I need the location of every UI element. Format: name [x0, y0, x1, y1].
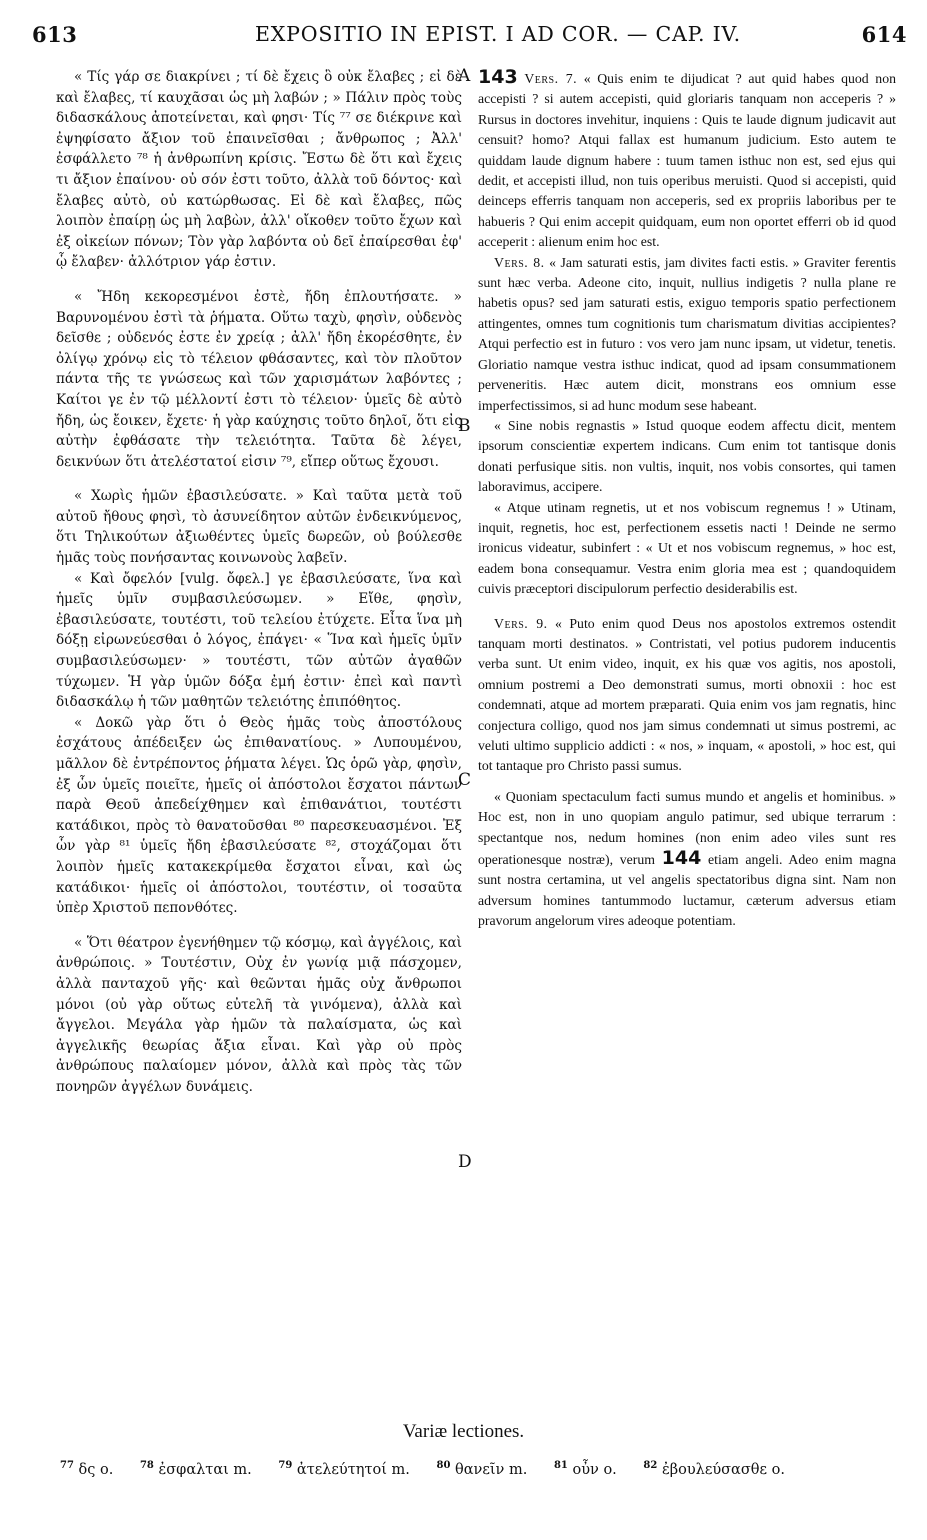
verse-label: Vers. 8. [494, 254, 545, 270]
verse-text: etiam angeli. Adeo enim magna sunt nostra certamina, ut vel angelis spectatoribus digna sint. Nam non adversum homines tantummodo luctamur, cæterum adversus etiam pravorum angelorum vires adeoque potentiam. [478, 852, 896, 929]
variant-item: $^{81}$ οὖν ο. [553, 1460, 617, 1478]
variant-item: $^{78}$ ἐσφαλται m. [139, 1460, 252, 1478]
greek-paragraph: « Χωρὶς ἡμῶν ἐβασιλεύσατε. » Καὶ ταῦτα μετὰ τοῦ αὐτοῦ ἤθους φησὶ, τὸ ἀσυνείδητον αὐτῶν ἐνδεικνύμενος, ὅτι Τηλικούτων ἀξιωθέντες ὑμεῖς δωρεῶν, οὐ βούλεσθε ἡμᾶς τοὺς πονήσαντας κοινωνοὺς λαβεῖν. [56, 488, 462, 567]
greek-paragraph: « Τίς γάρ σε διακρίνει ; τί δὲ ἔχεις ὃ οὐκ ἔλαβες ; εἰ δὲ καὶ ἔλαβες, τί καυχᾶσαι ὡς μὴ λαβών ; » Πάλιν πρὸς τοὺς διδασκάλους ἀποτείνεται, καὶ φησι· Τίς ⁷⁷ σε διέκρινε καὶ ἐψηφίσατο ἄξιον τοῦ ἐπαινεῖσθαι ; ἄνθρωπος ; Ἀλλ' ἐσφάλλετο ⁷⁸ ἡ ἀνθρωπίνη κρίσις. Ἔστω δὲ ὅτι καὶ ἔχεις τι ἄξιον ἐπαίνου· οὐ σόν ἐστι τοῦτο, ἀλλὰ τοῦ δόντος· καὶ ἔλαβες αὐτὸ, οὐ κατώρθωσας. Εἰ δὲ καὶ ἔλαβες, πῶς λοιπὸν ἐπαίρῃ ὡς μὴ λαβὼν, ἀλλ' οἴκοθεν τοῦτο ἔχων καὶ ἐξ οἰκείων πόνων; Τὸν γὰρ λαβόντα οὐ δεῖ ἐπαίρεσθαι ἐφ' ᾧ ἔλαβεν· ἀλλότριον γάρ ἐστιν. [56, 69, 462, 271]
page-number-right: 614 [861, 22, 907, 47]
margin-letter-c: C [458, 770, 472, 790]
variae-lectiones-list [60, 1460, 900, 1478]
latin-paragraph-vers-9 [478, 614, 896, 777]
margin-letter-d: D [458, 1152, 472, 1172]
margin-letter-b: B [458, 416, 471, 436]
greek-column [56, 67, 462, 1132]
latin-paragraph: « Sine nobis regnastis » Istud quoque eodem affectu dicit, mentem ipsorum conscientiæ expertem indicans. Cum enim tot tantisque donis donati perfusique sitis. non vultis, inquit, nos vobis consortes, qui tamen laboravimus, accipere. [478, 417, 896, 495]
verse-text: « Jam saturati estis, jam divites facti estis. » Graviter ferentis sunt hæc verba. Adeone cito, inquit, nullius indigetis ? nulla plane re habetis opus? sed jam saturati estis, exiguo temporis spatio perfectionem attingentes, omnes tum cognitionis tum charismatum divitias accipientes? Atqui perfectio est in futuro : vos vero jam nunc ipsam, ut videtur, tenetis. Gloriatio namque vestra isthuc indicat, quod ad ipsam consummationem perveneritis. Hæc autem dicit, monstrans eos omnium esse imperfectissimos, si ad hunc modum sese habeant. [478, 254, 896, 413]
running-title: EXPOSITIO IN EPIST. I AD COR. — CAP. IV. [255, 22, 741, 46]
latin-paragraph: « Atque utinam regnetis, ut et nos vobiscum regnemus ! » Utinam, inquit, regnetis, hoc est, perfectionem essetis nacti ! Deinde ne sermo ironicus videatur, subinfert : « Ut et nos vobiscum regnemus, » hoc est, eadem bona consequamur. Vestra enim gloria mea est ; quandoquidem cuivis præceptori discipulorum perfectio desiderabilis est. [478, 499, 896, 597]
variae-lectiones-title: Variæ lectiones. [402, 1421, 525, 1442]
greek-paragraph: « Ἤδη κεκορεσμένοι ἐστὲ, ἤδη ἐπλουτήσατε. » Βαρυνομένου ἐστὶ τὰ ῥήματα. Οὕτω ταχὺ, φησὶν, οὐδενὸς δεῖσθε ; οὐδενός ἐστε ἐν χρείᾳ ; ἀλλ' ἤδη ἐκορέσθητε, ἐν ὀλίγῳ χρόνῳ εἰς τὸ τέλειον φθάσαντες, καὶ τὸν πλοῦτον πάντα τῆς τε γνώσεως καὶ τῶν χαρισμάτων λαβόντες ; Καίτοι γε ἐν τῷ μέλλοντί ἐστι τὸ τέλειον· ὑμεῖς δὲ αὐτὸ ἤδη, ὡς ἔοικεν, ἔχετε· ἡ γὰρ καύχησις τοῦτο δηλοῖ, ὅτι εἰς αὐτὴν ἐφθάσατε τὴν τελειότητα. Ταῦτα δὲ λέγει, δεικνύων ὅτι ἀτελέστατοί εἰσιν ⁷⁹, εἴπερ οὕτως ἔχουσι. [56, 288, 462, 470]
variant-item: $^{80}$ θανεῖν m. [436, 1460, 528, 1478]
verse-label: Vers. 9. [494, 615, 548, 631]
latin-paragraph-vers-7 [478, 67, 896, 253]
verse-text: « Quoniam spectaculum facti sumus mundo et angelis et hominibus. » Hoc est, non in uno quopiam angulo patimur, sed ubique terrarum : spectantque nos, nedum homines (non enim adeo viles sunt res operationesque nostræ), verum [478, 788, 896, 868]
latin-paragraph-vers-8 [478, 253, 896, 416]
page-number-left: 613 [32, 22, 78, 47]
margin-letter-a: A [458, 66, 471, 86]
greek-paragraph: « Καὶ ὄφελόν [vulg. ὄφελ.] γε ἐβασιλεύσατε, ἵνα καὶ ἡμεῖς ὑμῖν συμβασιλεύσωμεν. » Εἴθε, φησὶν, ἐβασιλεύσατε, τουτέστι, τοῦ τελείου ἐτύχετε. Εἶτα ἵνα μὴ δόξῃ εἰρωνεύεσθαι ὁ λόγος, ἐπάγει· « Ἵνα καὶ ἡμεῖς ὑμῖν συμβασιλεύσωμεν· » τουτέστι, τῶν αὐτῶν ἀγαθῶν τύχωμεν. Ἡ γὰρ ὑμῶν δόξα ἐμή ἐστιν· ἐπεὶ καὶ παντὶ διδασκάλῳ ἡ τῶν μαθητῶν τελειότης ἐπιπόθητος. [56, 570, 462, 711]
verse-label: Vers. 7. [524, 71, 578, 86]
column-number-143: 143 [478, 67, 518, 88]
variant-item: $^{77}$ δς ο. [60, 1460, 114, 1478]
column-number-144: 144 [661, 847, 702, 870]
variant-item: $^{82}$ ἐβουλεύσασθε ο. [643, 1460, 785, 1478]
greek-paragraph: « Δοκῶ γὰρ ὅτι ὁ Θεὸς ἡμᾶς τοὺς ἀποστόλους ἐσχάτους ἀπέδειξεν ὡς ἐπιθανατίους. » Λυπουμένου, μᾶλλον δὲ ἐντρέποντος ῥήματα λέγει. Ὡς ὁρῶ γὰρ, φησὶν, ἐξ ὧν ὑμεῖς ποιεῖτε, ἡμεῖς οἱ ἀπόστολοι ἔσχατοι πάντων παρὰ Θεοῦ ἀπεδείχθημεν καὶ ἐπιθανάτιοι, τουτέστι κατάδικοι, πρὸς τὸ θανατοῦσθαι ⁸⁰ παρεσκευασμένοι. Ἐξ ὧν γὰρ ⁸¹ ὑμεῖς ἤδη ἐβασιλεύσατε ⁸², στοχάζομαι ὅτι λοιπὸν ἡμεῖς κατακεκρίμεθα ἔσχατοι εἶναι, καὶ ὡς κατάδικοι· ἡμεῖς οἱ ἀπόστολοι, τουτέστιν, οἱ τοσαῦτα ὑπὲρ Χριστοῦ πεπονθότες. [56, 714, 462, 917]
verse-text: « Quis enim te dijudicat ? aut quid habes quod non accepisti ? si autem accepisti, quid gloriaris tanquam non acceperis ? » Rursus in doctores invehitur, inquiens : Quis te laude dignum judicavit aut censuit? homo? Atqui fallax est humanum judicium. Esto autem te quiddam laude dignum habere : tuum tamen isthuc non est, sed ejus qui dedit, et accepisti illud, non tuis operibus meruisti. Quod si accepisti, quid deinceps efferris tanquam non acceperis, sed ex propriis laboribus per te habueris ? Qui enim accepit quidquam, eum non oportet efferri ob id quod acceperit : alienum enim hoc est. [478, 71, 896, 250]
variant-item: $^{79}$ ἀτελεύτητοί m. [278, 1460, 410, 1478]
page-header [0, 14, 927, 56]
verse-text: « Puto enim quod Deus nos apostolos extremos ostendit tanquam morti destinatos. » Contristati, vel potius pudorem inducentis verba sunt. Ut enim video, inquit, ex his quæ vos agitis, nos apostoli, omnium postremi a Deo demonstrati sumus, morti obnoxii : hoc est condemnati, atque ad mortem præparati. Quia enim vos jam regnatis, hinc conjectura colligo, quod nos jam simus condemnati ut simus postremi, ac veluti ultimo supplicio addicti : « nos, » inquam, « apostoli, » hoc est, qui tot tantaque pro Christo passi sumus. [478, 615, 896, 774]
greek-paragraph: « Ὅτι θέατρον ἐγενήθημεν τῷ κόσμῳ, καὶ ἀγγέλοις, καὶ ἀνθρώποις. » Τουτέστιν, Οὐχ ἐν γωνίᾳ μιᾷ πάσχομεν, ἀλλὰ πανταχοῦ γῆς· καὶ θεῶνται ἡμᾶς οὐχ ἄνθρωποι μόνοι (οὐ γὰρ οὕτως εὐτελῆ τὰ γινόμενα), ἀλλὰ καὶ ἄγγελοι. Μεγάλα γὰρ ἡμῶν τὰ παλαίσματα, ὡς καὶ ἀγγελικῆς θεωρίας ἄξια εἶναι. Καὶ γὰρ οὐ πρὸς ἀνθρώπους παλαίομεν μόνον, ἀλλὰ καὶ πρὸς τὰς τῶν πονηρῶν ἀγγέλων δυνάμεις. [56, 934, 462, 1095]
latin-paragraph [478, 787, 896, 932]
latin-column [478, 67, 896, 1409]
